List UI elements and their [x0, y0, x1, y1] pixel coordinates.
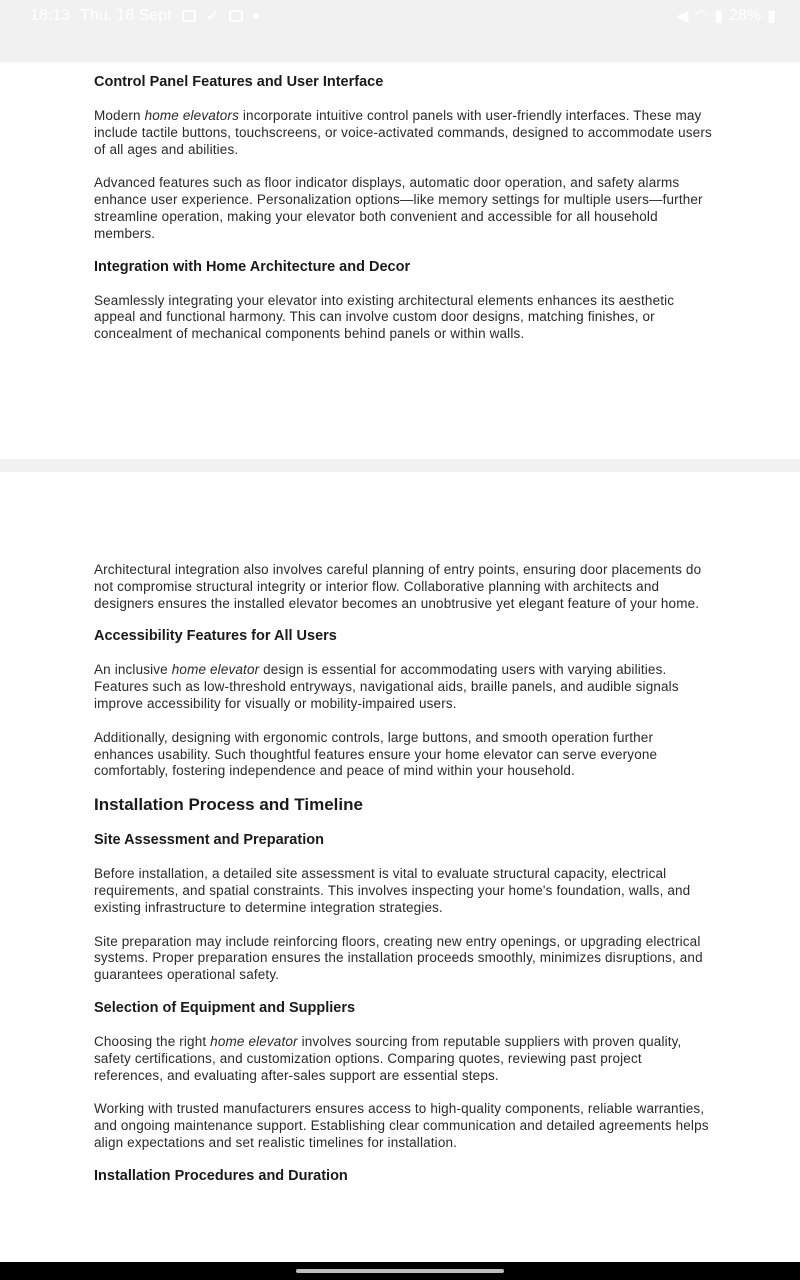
heading-installation-procedures: Installation Procedures and Duration — [94, 1167, 348, 1184]
text-run: Modern — [94, 108, 145, 123]
youtube-icon — [229, 10, 243, 22]
paragraph-control-panel-intro — [94, 108, 714, 158]
mute-icon: ◀ — [676, 8, 689, 25]
navigation-bar — [0, 1262, 800, 1280]
home-indicator[interactable] — [296, 1269, 504, 1273]
paragraph-site-assessment: Before installation, a detailed site assessment is vital to evaluate structural capacity, electrical requirements, and spatial constraints. This involves inspecting your home's foundation, walls, and existing infrastructure to determine integration strategies. — [94, 866, 691, 915]
battery-icon: ▮ — [767, 8, 776, 25]
battery-level: 28% — [729, 7, 762, 24]
text-run: design is essential for accommodating users with varying abilities. Features such as low-threshold entryways, navigational aids, braille panels, and audible signals improve accessibility for visually or mobility-impaired users. — [94, 662, 679, 711]
status-right — [676, 6, 776, 26]
paragraph-integration: Seamlessly integrating your elevator into existing architectural elements enhances its aesthetic appeal and functional harmony. This can involve custom door designs, matching finishes, or concealment of mechanical components behind panels or within walls. — [94, 292, 675, 342]
text-run: An inclusive — [94, 662, 172, 678]
signal-icon: ▮ — [714, 8, 724, 25]
paragraph-choosing-elevator — [94, 1034, 714, 1084]
heading-installation-process: Installation Process and Timeline — [94, 795, 363, 815]
heading-control-panel: Control Panel Features and User Interface — [94, 74, 384, 90]
paragraph-site-preparation: Site preparation may include reinforcing floors, creating new entry openings, or upgrading electrical systems. Proper preparation ensures the installation proceeds smoothly, minimizes disruptions, and guarantees operational safety. — [94, 933, 703, 983]
paragraph-advanced-features: Advanced features such as floor indicator displays, automatic door operation, and safety alarms enhance user experience. Personalization options—like memory settings for multiple users—further streamline operation, making your elevator both convenient and accessible for all household members. — [94, 175, 703, 241]
page-1-content — [94, 72, 714, 343]
clock-time: 18:13 — [30, 7, 71, 24]
check-icon: ✓ — [205, 8, 220, 25]
text-run: incorporate intuitive control panels with user-friendly interfaces. These may include tactile buttons, touchscreens, or voice-activated commands, designed to accommodate users of all ages and abilities. — [94, 108, 712, 157]
status-left — [30, 6, 259, 26]
wifi-icon: ◠ — [694, 8, 709, 25]
paragraph-ergonomic-controls: Additionally, designing with ergonomic controls, large buttons, and smooth operation further enhances usability. Such thoughtful features ensure your home elevator can serve everyone comfortably, fostering independence and peace of mind within your household. — [94, 729, 658, 779]
paragraph-architectural-integration: Architectural integration also involves careful planning of entry points, ensuring door placements do not compromise structural integrity or interior flow. Collaborative planning with architects and designers ensures the installed elevator becomes an unobtrusive yet elegant feature of your home. — [94, 562, 702, 611]
status-date: Thu, 18 Sept — [80, 7, 172, 24]
status-bar — [0, 0, 800, 62]
emphasis-home-elevator: home elevator — [210, 1033, 298, 1049]
heading-integration: Integration with Home Architecture and Decor — [94, 258, 411, 275]
heading-accessibility: Accessibility Features for All Users — [94, 628, 337, 645]
paragraph-inclusive-design — [94, 662, 714, 712]
text-run: involves sourcing from reputable suppliers with proven quality, safety certifications, and customization options. Comparing quotes, reviewing past project references, and evaluating after-sales support are essential steps. — [94, 1033, 682, 1083]
heading-site-assessment: Site Assessment and Preparation — [94, 832, 324, 849]
document-page-2 — [0, 472, 800, 1262]
emphasis-home-elevator: home elevator — [171, 662, 260, 678]
heading-selection-equipment: Selection of Equipment and Suppliers — [94, 999, 356, 1016]
text-run: Choosing the right — [94, 1033, 211, 1049]
gallery-icon — [182, 10, 196, 22]
page-2-content — [94, 562, 714, 1186]
paragraph-trusted-manufacturers: Working with trusted manufacturers ensures access to high-quality components, reliable warranties, and ongoing maintenance support. Establishing clear communication and detailed agreements helps align expectations and set realistic timelines for installation. — [94, 1101, 709, 1150]
document-page-1 — [0, 62, 800, 459]
dot-icon — [253, 13, 259, 19]
emphasis-home-elevators: home elevators — [144, 108, 239, 123]
